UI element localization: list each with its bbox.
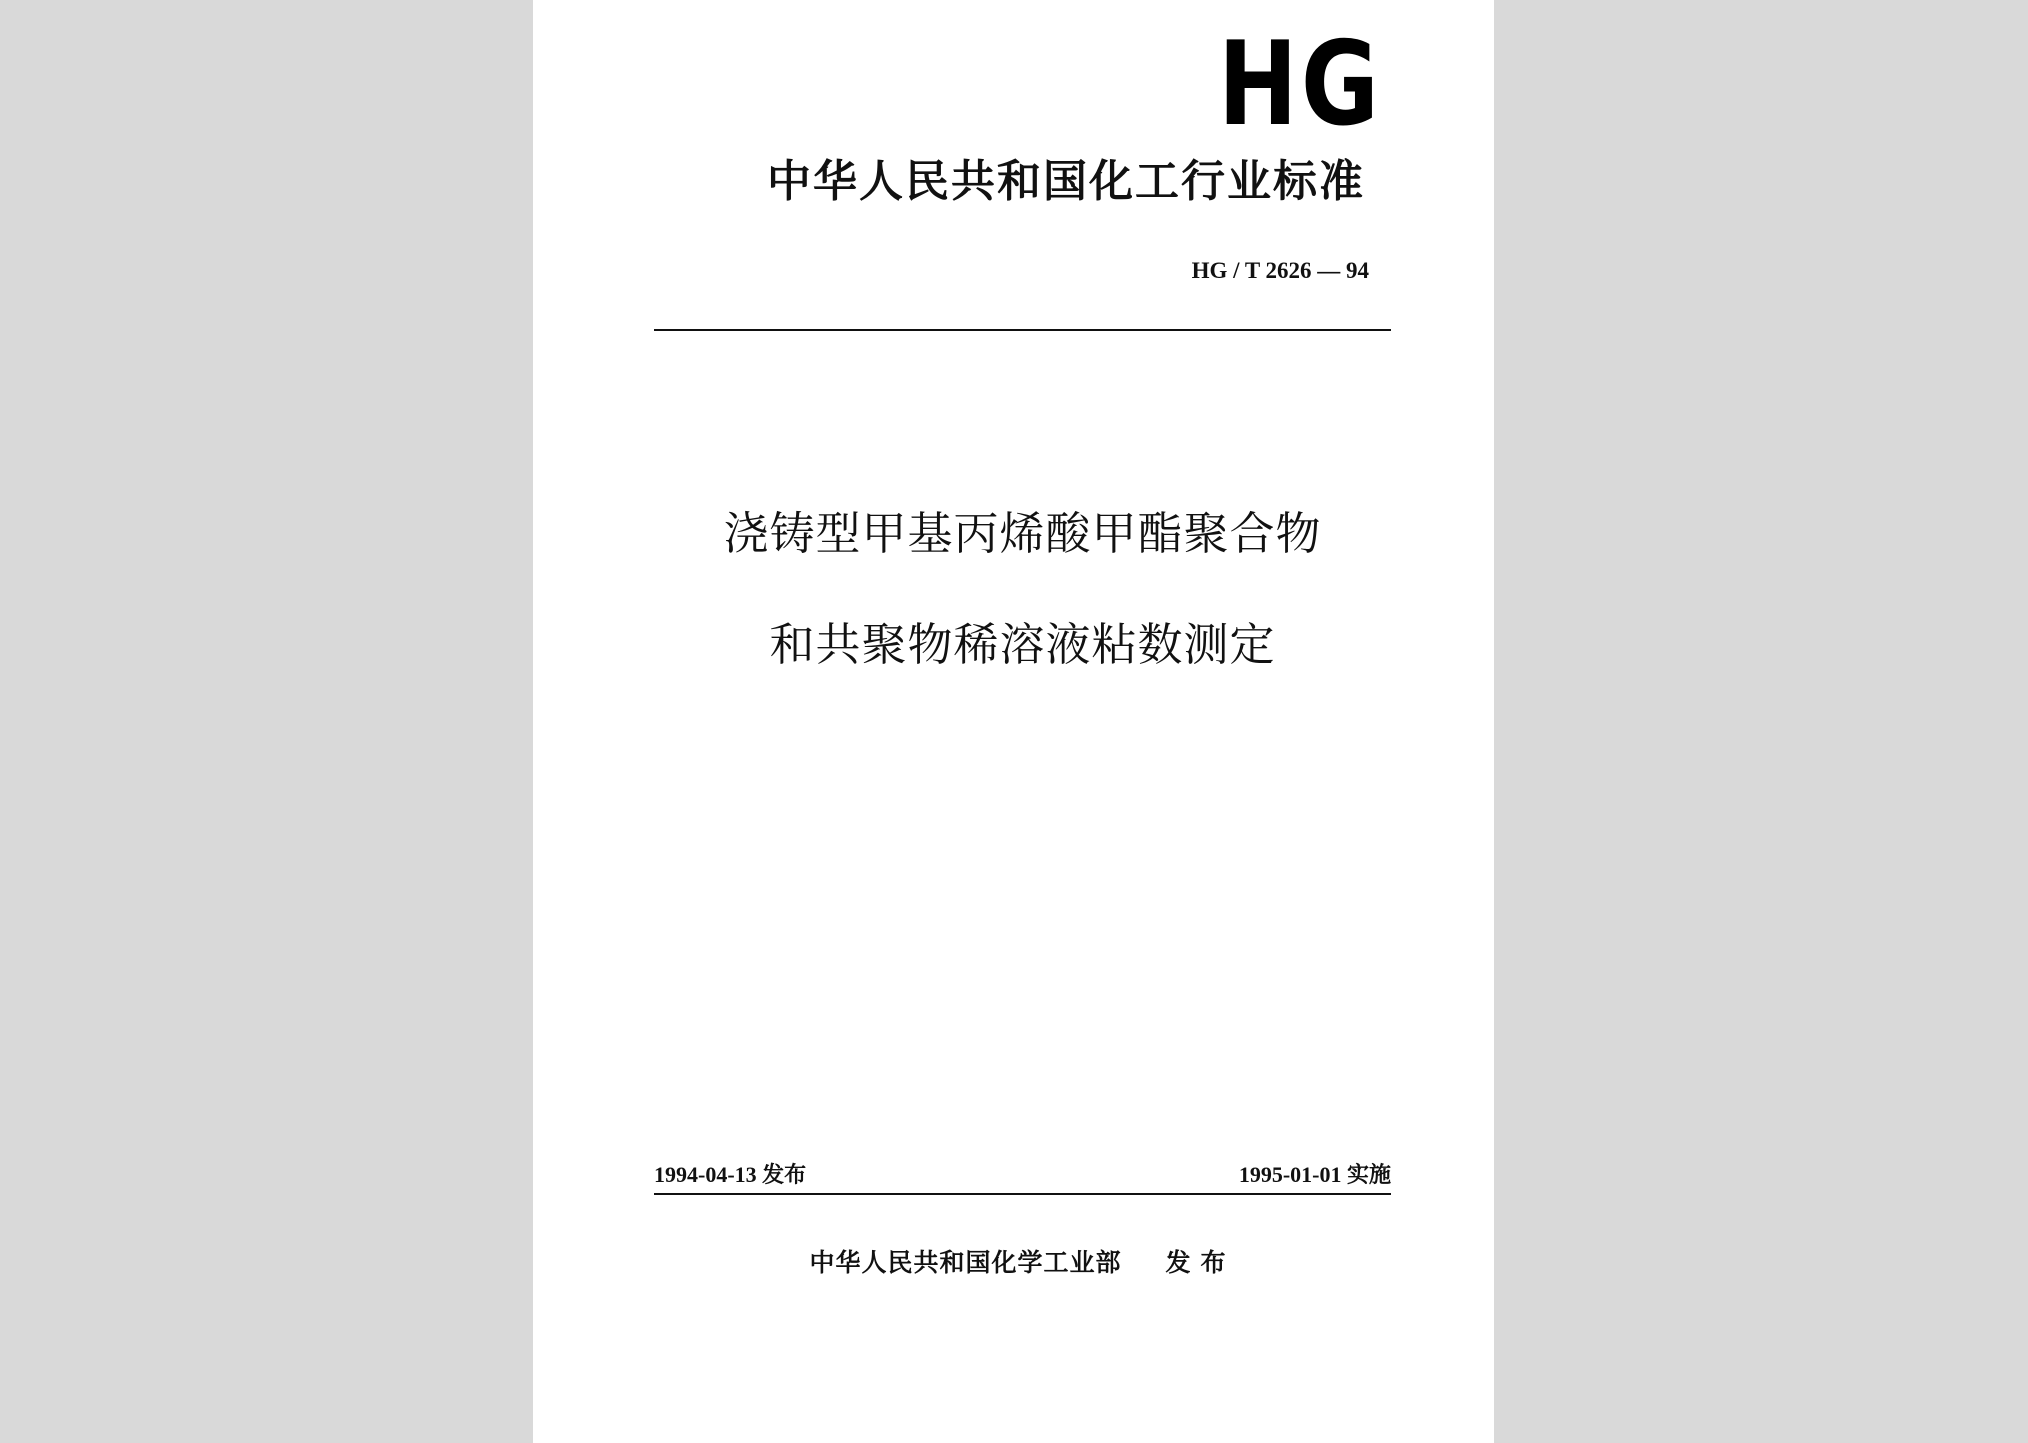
document-page: [533, 0, 1494, 1443]
document-title-line2: 和共聚物稀溶液粘数测定: [769, 618, 1276, 671]
document-title-line1: 浇铸型甲基丙烯酸甲酯聚合物: [723, 507, 1322, 560]
implementation-date: 1995-01-01 实施: [1238, 1162, 1391, 1187]
issuer-action: 发布: [1165, 1248, 1236, 1277]
hg-logo: HG: [1218, 17, 1383, 152]
standard-category: 中华人民共和国化工行业标准: [767, 156, 1365, 207]
issuer-organization: 中华人民共和国化学工业部: [809, 1248, 1122, 1277]
standard-number: HG / T 2626 — 94: [1191, 258, 1369, 283]
issuer-line: [654, 1246, 1391, 1280]
issue-date: 1994-04-13 发布: [654, 1162, 807, 1187]
dates-row: [654, 1160, 1391, 1190]
top-divider: [654, 329, 1391, 331]
bottom-divider: [654, 1193, 1391, 1195]
